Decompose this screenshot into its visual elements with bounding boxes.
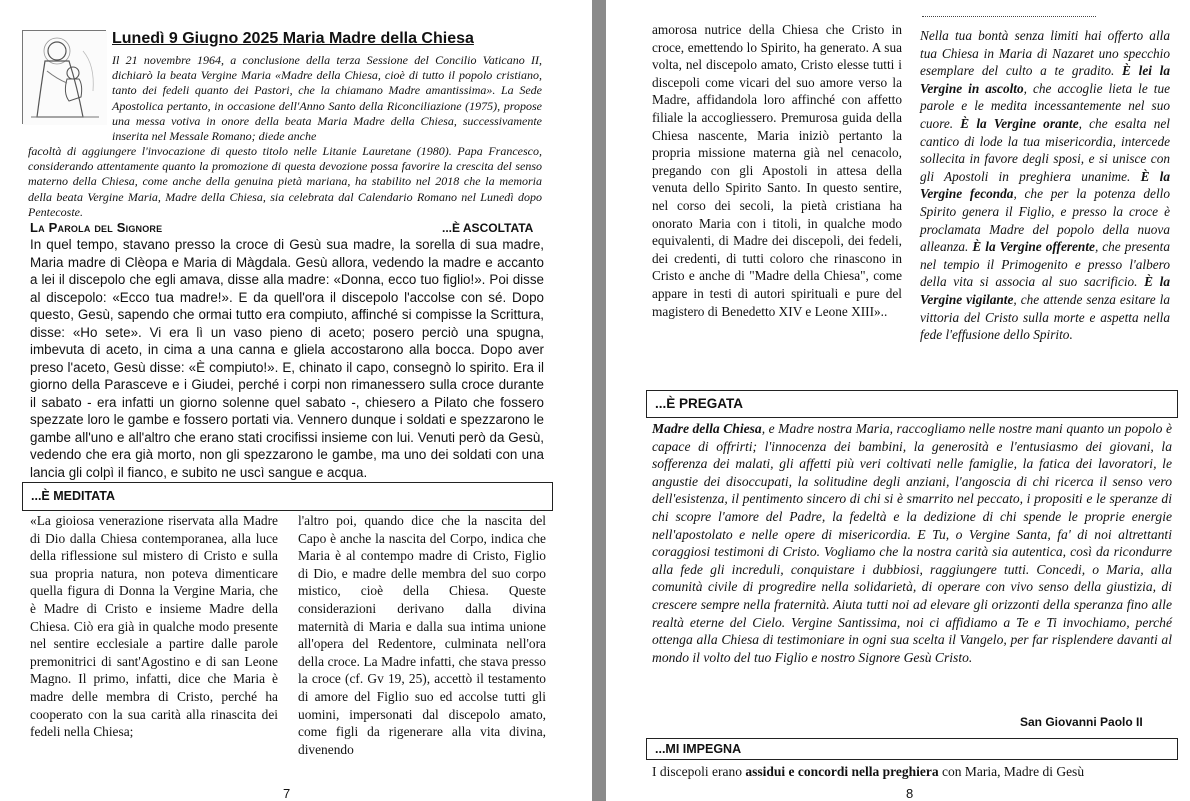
pregata-heading: ...È PREGATA — [655, 396, 744, 411]
prefazio-emphasis: È lei la Vergine in ascolto — [920, 63, 1170, 96]
meditata-column-1: «La gioiosa venerazione riservata alla Madre di Dio dalla Chiesa contemporanea, alla luce della riflessione sul mistero di Cristo e sulla sua propria natura, non poteva dimenticare quella figura di Donna la Vergine Maria, che è Madre di Cristo e insieme Madre della Chiesa. Ciò era già in qualche modo presente nel sentire ecclesiale a partire dalle parole premonitrici di sant'Agostino e di san Leone Magno. Il primo, infatti, dice che Maria è madre delle membra di Cristo, perché ha cooperato con la sua carità alla rinascita dei fedeli nella Chiesa; — [30, 513, 278, 740]
prefazio-emphasis: È la Vergine offerente — [972, 239, 1095, 255]
prefazio-run: , che esalta nel cantico di lode la tua misericordia, intercede sollecita in favore degli sposi, e si unisce con gli Apostoli in preghiera unanime. — [920, 115, 1170, 184]
intro-text-b: facoltà di aggiungere l'invocazione di questo titolo nelle Litanie Lauretane (1980). Papa Francesco, considerando attentamente quanto la promozione di questa devozione possa favorire la crescita del senso materno della Chiesa, come anche della genuina pietà mariana, ha stabilito nel 2018 che la memoria della beata Vergine Maria, Madre della Chiesa, sia celebrata dal Calendario Romano nel Lunedì dopo Pentecoste. — [28, 144, 542, 219]
left-page — [0, 0, 592, 801]
ascoltata-heading: ...È ASCOLTATA — [442, 221, 534, 235]
prefazio-run: , che accoglie lieta le tue parole e le medita incessantemente nel suo cuore. — [920, 80, 1170, 131]
page-title — [112, 30, 474, 48]
page-number-right: 8 — [906, 786, 914, 801]
prayer-lead: Madre della Chiesa — [652, 421, 762, 436]
prayer-text — [652, 420, 1172, 666]
title-feast: Maria Madre della Chiesa — [282, 30, 474, 47]
prayer-signature: San Giovanni Paolo II — [1020, 715, 1143, 729]
meditata-column-2: l'altro poi, quando dice che la nascita del Capo è anche la nascita del Corpo, indica che Maria è al contempo madre di Cristo, Figlio di Dio, e madre delle membra del suo corpo mistico, cioè della Chiesa. Queste considerazioni derivano dalla divina maternità di Maria e dalla sua intima unione all'opera del Redentore, culminata nell'ora della croce. La Madre infatti, che stava presso la croce (cf. Gv 19, 25), accettò il testamento di amore del Figlio suo ed accolse tutti gli uomini, impersonati dal discepolo amato, come figli da rigenerare alla vita divina, divenendo — [298, 513, 546, 757]
pregata-section-header — [646, 390, 1178, 418]
prefazio-run: Nella tua bontà senza limiti hai offerto alla tua Chiesa in Maria di Nazaret uno specchio esemplare del culto a te gradito. — [920, 28, 1170, 79]
prefazio-emphasis: È la Vergine feconda — [920, 168, 1170, 202]
prayer-body: , e Madre nostra Maria, raccogliamo nelle nostre mani quanto un popolo è capace di offrirti; l'innocenza dei bambini, la generosità e l'entusiasmo dei giovani, la sofferenza dei malati, gli affetti più veri coltivati nelle famiglie, la fatica dei lavoratori, le angustie dei disoccupati, la solitudine degli anziani, l'angoscia di chi ricerca il senso vero dell'esistenza, il pentimento sincero di chi si è smarrito nel peccato, i propositi e le speranze di chi scopre l'amore del Padre, la fedeltà e la dedizione di chi spende le proprie energie nell'apostolato e nelle opere di misericordia. E Tu, o Vergine Santa, fa' di noi altrettanti coraggiosi testimoni di Cristo. Vogliamo che la nostra carità sia autentica, così da ricondurre alla fede gli increduli, conquistare i dubbiosi, raggiungere tutti. Concedi, o Maria, alla comunità civile di progredire nella solidarietà, di operare con vivo senso della giustizia, di crescere sempre nella fraternità. Aiuta tutti noi ad elevare gli orizzonti della speranza fino alle realtà eterne del Cielo. Vergine Santissima, noi ci affidiamo a Te e Ti invochiamo, perché ottenga alla Chiesa di testimoniare in ogni sua scelta il Vangelo, per far risplendere davanti al mondo il volto del tuo Figlio e nostro Signore Gesù Cristo. — [652, 421, 1172, 665]
title-date: Lunedì 9 Giugno 2025 — [112, 30, 279, 47]
prefazio-run: , che attende senza esitare la vittoria del Cristo sulla morte e aspetta nella fede l'effusione dello Spirito. — [920, 291, 1170, 343]
impegna-bold: assidui e concordi nella preghiera — [745, 764, 939, 779]
madonna-illustration — [22, 30, 106, 124]
parola-heading: La Parola del Signore — [30, 220, 163, 235]
impegna-heading: ...MI IMPEGNA — [655, 742, 742, 756]
prefazio-emphasis: È la Vergine vigilante — [920, 274, 1170, 307]
impegna-text: I discepoli erano assidui e concordi nella preghiera con Maria, Madre di Gesù — [652, 764, 1085, 779]
gospel-text: In quel tempo, stavano presso la croce di Gesù sua madre, la sorella di sua madre, Maria madre di Clèopa e Maria di Màgdala. Gesù allora, vedendo la madre e accanto a lei il discepolo che egli amava, disse alla madre: «Donna, ecco tuo figlio!». Poi disse al discepolo: «Ecco tua madre!». E da quell'ora il discepolo l'accolse con sé. Dopo questo, Gesù, sapendo che ormai tutto era compiuto, affinché si compisse la Scrittura, disse: «Ho sete». Vi era lì un vaso pieno di aceto; posero perciò una spugna, imbevuta di aceto, in cima a una canna e gliela accostarono alla bocca. Dopo aver preso l'aceto, Gesù disse: «È compiuto!». E, chinato il capo, consegnò lo spirito. Era il giorno della Parasceve e i Giudei, perché i corpi non rimanessero sulla croce durante il sabato - era infatti un giorno solenne quel sabato -, chiesero a Pilato che fossero spezzate loro le gambe e fossero portati via. Vennero dunque i soldati e spezzarono le gambe all'uno e all'altro che erano stati crocifissi insieme con lui. Venuti però da Gesù, vedendo che era già morto, non gli spezzarono le gambe, ma uno dei soldati con una lancia gli colpì il fianco, e subito ne uscì sangue e acqua. — [30, 237, 544, 480]
meditata-continuation: amorosa nutrice della Chiesa che Cristo in croce, emettendo lo Spirito, ha generato. A sua volta, nel discepolo amato, Cristo elesse tutti i discepoli come vicari del suo amore verso la Madre, affidandola loro affinché con affetto filiale la accogliessero. Premurosa guida della Chiesa nascente, Maria iniziò pertanto la propria missione materna già nel cenacolo, pregando con gli Apostoli in attesa della venuta dello Spirito Santo. In questo sentire, nel corso dei secoli, la pietà cristiana ha onorato Maria con i titoli, in qualche modo equivalenti, di Madre dei discepoli, dei fedeli, dei credenti, di tutti coloro che rinascono in Cristo e anche di "Madre della Chiesa", come appare in testi di autori spirituali e pure del magistero di Benedetto XIV e Leone XIII».. — [652, 22, 902, 319]
meditata-section-header — [22, 482, 553, 511]
page-number-left: 7 — [283, 786, 291, 801]
prefazio-run: , che per la potenza dello Spirito genera il Figlio, e presso la croce è proclamata Madre del popolo della nuova alleanza. — [920, 186, 1170, 255]
meditata-heading: ...È MEDITATA — [31, 489, 116, 503]
prefazio-run: , che presenta nel tempio il Primogenito e presso l'albero della vita si associa al suo sacrificio. — [920, 239, 1170, 290]
impegna-section-header — [646, 738, 1178, 760]
madonna-and-child-image — [23, 31, 107, 125]
intro-text-a: Il 21 novembre 1964, a conclusione della terza Sessione del Concilio Vaticano II, dichiarò la beata Vergine Maria «Madre della Chiesa, cioè di tutto il popolo cristiano, tanto dei fedeli quanto dei Pastori, che la chiamano Madre amantissima». La Sede Apostolica pertanto, in occasione dell'Anno Santo della Riconciliazione (1975), propose una messa votiva in onore della beata Maria Madre della Chiesa, successivamente inserita nel Messale Romano; diede anche — [112, 53, 542, 144]
book-spine — [592, 0, 606, 801]
prefazio-emphasis: È la Vergine orante — [960, 115, 1079, 131]
prefazio-text — [920, 27, 1170, 344]
dotted-divider — [922, 16, 1096, 17]
